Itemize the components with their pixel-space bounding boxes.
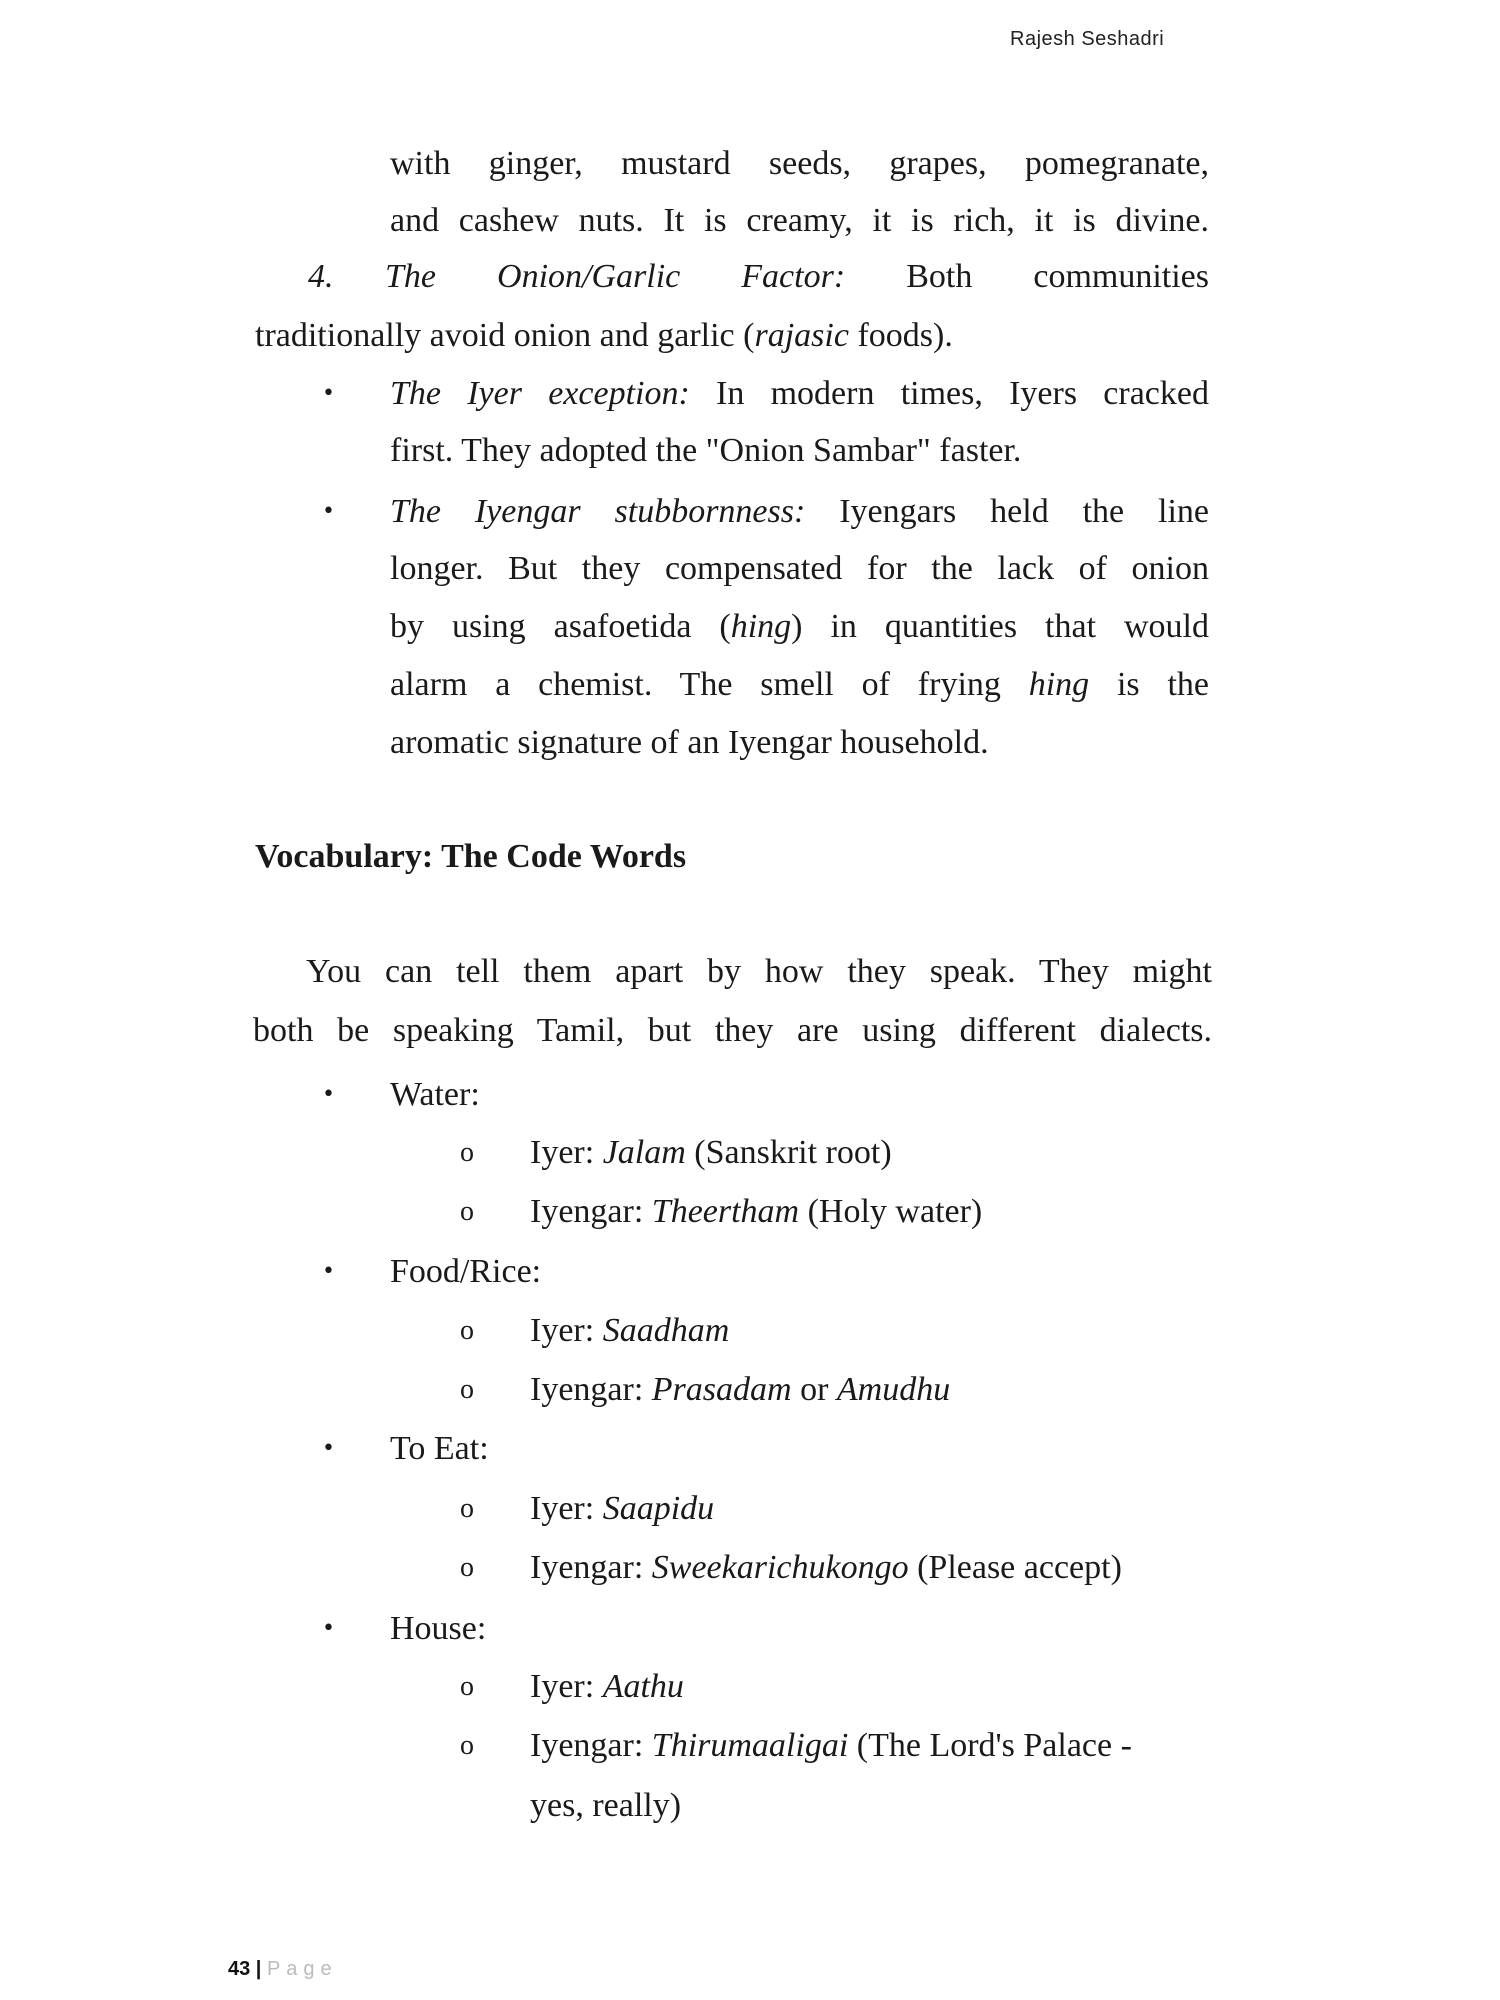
italic-term: Prasadam (651, 1371, 792, 1408)
text-line: first. They adopted the "Onion Sambar" faster. (390, 432, 1022, 469)
italic-term: Saadham (602, 1312, 730, 1349)
text: (The Lord's Palace - (848, 1727, 1132, 1764)
text: Iyer: (530, 1134, 603, 1171)
italic-term: Saapidu (602, 1490, 715, 1527)
italic-term: hing (730, 608, 792, 645)
bullet-item (390, 490, 1209, 534)
separator: | (250, 1958, 267, 1980)
text-line: longer. But they compensated for the lack of onion (390, 550, 1209, 587)
list-item-4 (385, 255, 1209, 299)
sub-bullet-icon: o (460, 1315, 474, 1346)
bullet-icon: • (322, 1082, 335, 1107)
italic-term: Amudhu (836, 1371, 951, 1408)
text: ) in quantities that would (791, 608, 1209, 645)
item-title: The Onion/Garlic Factor: (385, 258, 846, 295)
vocab-label: House: (390, 1610, 487, 1647)
vocab-iyer (530, 1665, 684, 1709)
italic-term: Sweekarichukongo (651, 1549, 909, 1586)
bullet-icon: • (322, 499, 335, 524)
text: Iyengar: (530, 1193, 652, 1230)
sub-bullet-icon: o (460, 1374, 474, 1405)
text-line: You can tell them apart by how they speak. They might (306, 953, 1212, 990)
text-line: with ginger, mustard seeds, grapes, pomegranate, (390, 145, 1209, 182)
vocab-iyer (530, 1131, 892, 1175)
item-title: The Iyer exception: (390, 375, 690, 412)
bullet-icon: • (322, 1259, 335, 1284)
text: Iyengar: (530, 1727, 652, 1764)
bullet-icon: • (322, 1616, 335, 1641)
page-footer (228, 1958, 338, 1981)
text: traditionally avoid onion and garlic ( (255, 317, 755, 354)
item-text: Iyengars held the line (805, 493, 1209, 530)
text: Iyengar: (530, 1371, 652, 1408)
text: by using asafoetida ( (390, 608, 731, 645)
italic-term: Thirumaaligai (651, 1727, 849, 1764)
text: (Please accept) (908, 1549, 1122, 1586)
vocab-iyengar (530, 1368, 950, 1412)
item-text: Both communities (845, 258, 1209, 295)
running-header-author: Rajesh Seshadri (1010, 28, 1165, 50)
vocab-iyer (530, 1487, 714, 1531)
section-heading: Vocabulary: The Code Words (255, 838, 687, 875)
sub-bullet-icon: o (460, 1671, 474, 1702)
vocab-iyengar (530, 1546, 1122, 1590)
sub-bullet-icon: o (460, 1137, 474, 1168)
vocab-label: Food/Rice: (390, 1253, 542, 1290)
text-line: both be speaking Tamil, but they are using different dialects. (253, 1012, 1212, 1049)
sub-bullet-icon: o (460, 1196, 474, 1227)
text-line (255, 314, 953, 358)
italic-term: Aathu (602, 1668, 684, 1705)
vocab-iyengar (530, 1724, 1132, 1768)
italic-term: hing (1028, 666, 1090, 703)
text-line: yes, really) (530, 1787, 682, 1824)
vocab-label: Water: (390, 1076, 480, 1113)
text: or (791, 1371, 837, 1408)
sub-bullet-icon: o (460, 1552, 474, 1583)
vocab-iyengar (530, 1190, 982, 1234)
text-line (390, 605, 1209, 649)
list-number: 4. (308, 258, 334, 295)
italic-term: Theertham (651, 1193, 800, 1230)
italic-term: rajasic (754, 317, 849, 354)
item-text: In modern times, Iyers cracked (689, 375, 1209, 412)
bullet-icon: • (322, 381, 335, 406)
sub-bullet-icon: o (460, 1730, 474, 1761)
text: Iyer: (530, 1490, 603, 1527)
text-line (390, 663, 1209, 707)
vocab-label: To Eat: (390, 1430, 489, 1467)
text: foods). (848, 317, 953, 354)
vocab-iyer (530, 1309, 729, 1353)
bullet-item (390, 372, 1209, 416)
text: (Holy water) (799, 1193, 983, 1230)
text: Iyer: (530, 1312, 603, 1349)
sub-bullet-icon: o (460, 1493, 474, 1524)
text: Iyengar: (530, 1549, 652, 1586)
text-line: aromatic signature of an Iyengar household. (390, 724, 989, 761)
text: is the (1089, 666, 1210, 703)
page-number: 43 (228, 1958, 251, 1980)
text-line: and cashew nuts. It is creamy, it is rich, it is divine. (390, 202, 1209, 239)
item-title: The Iyengar stubbornness: (390, 493, 806, 530)
text: alarm a chemist. The smell of frying (390, 666, 1029, 703)
bullet-icon: • (322, 1436, 335, 1461)
text: (Sanskrit root) (685, 1134, 892, 1171)
italic-term: Jalam (602, 1134, 686, 1171)
page-label: Page (266, 1958, 338, 1980)
text: Iyer: (530, 1668, 603, 1705)
